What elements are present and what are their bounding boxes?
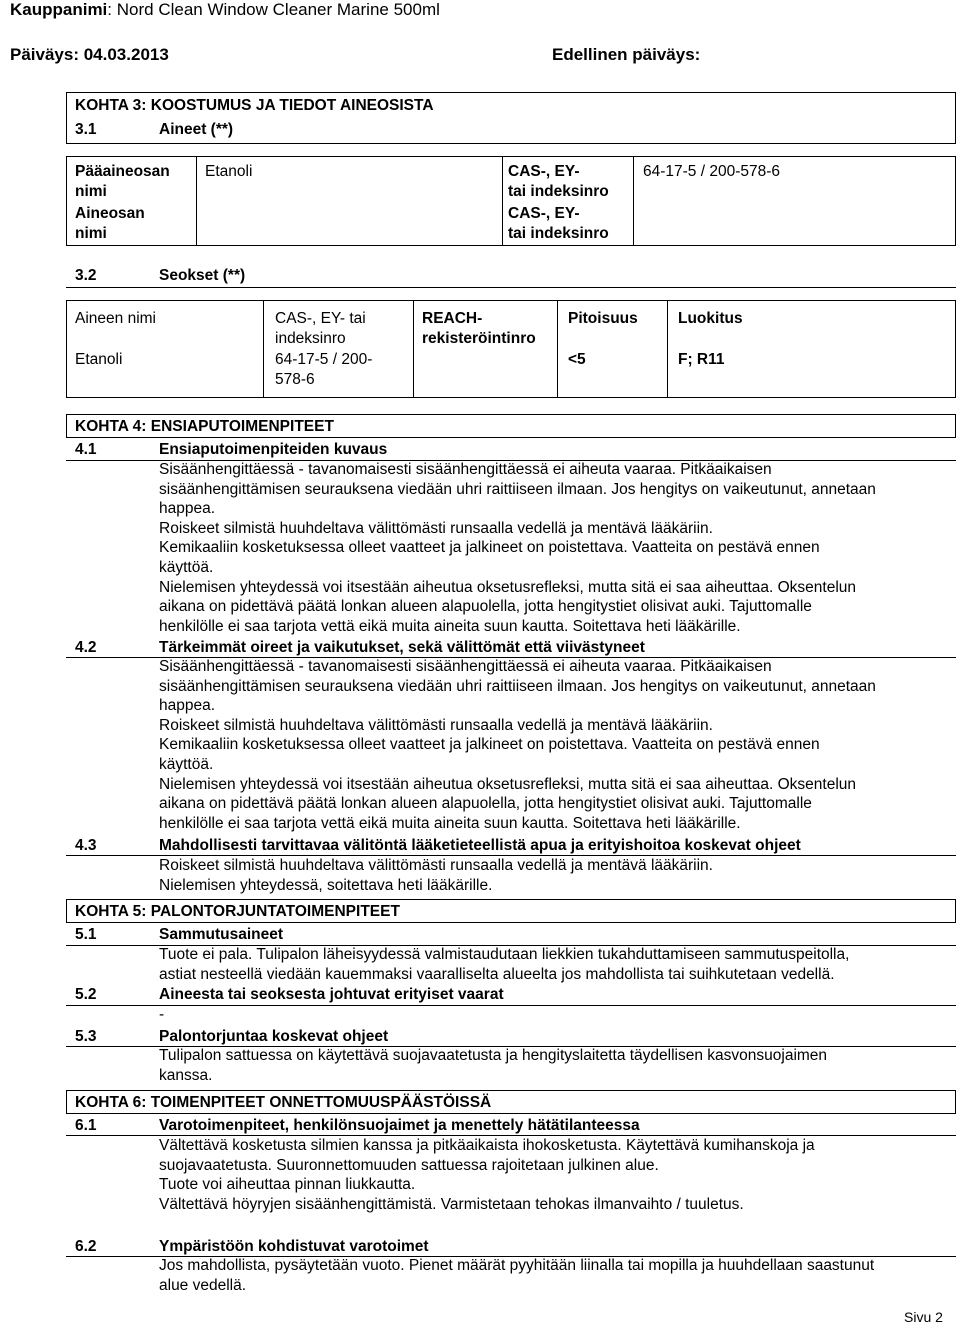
mix-row-concentration: <5 <box>568 351 586 368</box>
mix-header-concentration: Pitoisuus <box>568 310 638 327</box>
subsection-3-1-number: 3.1 <box>75 121 97 138</box>
subsection-4-3-title: Mahdollisesti tarvittavaa välitöntä lääketieteellistä apua ja erityishoitoa koskevat ohjeet <box>159 837 801 854</box>
subsection-4-1-title: Ensiaputoimenpiteiden kuvaus <box>159 441 388 458</box>
section-4-title: KOHTA 4: ENSIAPUTOIMENPITEET <box>75 418 334 435</box>
mix-header-cas: CAS-, EY- tai indeksinro <box>275 310 366 347</box>
subsection-5-1-title: Sammutusaineet <box>159 926 284 943</box>
page-number: Sivu 2 <box>904 1309 943 1325</box>
subsection-5-2-text: - <box>159 1006 165 1023</box>
mix-row-name: Etanoli <box>75 351 123 368</box>
subsection-3-2-title: Seokset (**) <box>159 267 246 284</box>
subsection-5-1-number: 5.1 <box>75 926 97 943</box>
subsection-3-1-title: Aineet (**) <box>159 121 234 138</box>
subsection-4-3-text: Roiskeet silmistä huuhdeltava välittömästi runsaalla vedellä ja mentävä lääkäriin. Nielemisen yhteydessä, soitettava heti lääkärille. <box>159 857 713 894</box>
subsection-4-1-number: 4.1 <box>75 441 97 458</box>
subsection-5-1-text: Tuote ei pala. Tulipalon läheisyydessä valmistaudutaan liekkien tukahduttamiseen sammutuspeitolla, astiat nesteellä viedään kauemmaksi vaaralliselta alueelta jos mahdollista tai suihkutetaan vedellä. <box>159 946 850 983</box>
section-6-title: KOHTA 6: TOIMENPITEET ONNETTOMUUSPÄÄSTÖISSÄ <box>75 1094 492 1111</box>
subsection-5-3-title: Palontorjuntaa koskevat ohjeet <box>159 1028 389 1045</box>
subsection-6-1-number: 6.1 <box>75 1117 97 1134</box>
subsection-6-2-title: Ympäristöön kohdistuvat varotoimet <box>159 1238 429 1255</box>
mix-row-cas: 64-17-5 / 200- 578-6 <box>275 351 373 388</box>
subsection-5-3-text: Tulipalon sattuessa on käytettävä suojavaatetusta ja hengityslaitetta täydellisen kasvonsuojaimen kanssa. <box>159 1047 828 1084</box>
subsection-4-3-number: 4.3 <box>75 837 97 854</box>
subsection-6-2-text: Jos mahdollista, pysäytetään vuoto. Pienet määrät pyyhitään liinalla tai mopilla ja huuhdellaan saastunut alue vedellä. <box>159 1257 875 1294</box>
cas-label-2: CAS-, EY- tai indeksinro <box>508 205 609 242</box>
mix-header-reach: REACH- rekisteröintinro <box>422 310 536 347</box>
subsection-4-2-title: Tärkeimmät oireet ja vaikutukset, sekä välittömät että viivästyneet <box>159 639 645 656</box>
subsection-5-2-title: Aineesta tai seoksesta johtuvat erityiset vaarat <box>159 986 504 1003</box>
subsection-4-2-text: Sisäänhengittäessä - tavanomaisesti sisäänhengittäessä ei aiheuta vaaraa. Pitkäaikaisen sisäänhengittämisen seurauksena viedään uhri raittiiseen ilmaan. Jos hengitys on vaikeutunut, annetaan happea. Roiskeet silmistä huuhdeltava välittömästi runsaalla vedellä ja mentävä lääkäriin. Kemikaaliin kosketuksessa olleet vaatteet ja jalkineet on poistettava. Vaatteita on pestävä ennen käyttöä. Nielemisen yhteydessä voi itsestään aiheutua oksetusrefleksi, mutta sitä ei saa aiheuttaa. Oksentelun aikana on pidettävä päätä lonkan alueen alapuolella, jotta hengitystiet olisivat auki. Tajuttomalle henkilölle ei saa tarjota vettä eikä muita aineita suun kautta. Soitettava heti lääkärille. <box>159 658 876 832</box>
main-ingredient-value: Etanoli <box>205 163 253 180</box>
section-3-title: KOHTA 3: KOOSTUMUS JA TIEDOT AINEOSISTA <box>75 97 434 114</box>
header-previous-date: Edellinen päiväys: <box>552 45 701 64</box>
cas-label-1: CAS-, EY- tai indeksinro <box>508 163 609 200</box>
subsection-6-1-text: Vältettävä kosketusta silmien kanssa ja pitkäaikaista ihokosketusta. Käytettävä kumihanskoja ja suojavaatetusta. Suuronnettomuuden sattuessa rajoitetaan julkinen alue. Tuote voi aiheuttaa pinnan liukkautta. Vältettävä höyryjen sisäänhengittämistä. Varmistetaan tehokas ilmanvaihto / tuuletus. <box>159 1137 815 1213</box>
main-ingredient-label: Pääaineosan nimi <box>75 163 170 200</box>
subsection-5-2-number: 5.2 <box>75 986 97 1003</box>
mix-row-classification: F; R11 <box>678 351 725 368</box>
cas-value: 64-17-5 / 200-578-6 <box>643 163 781 180</box>
subsection-6-1-title: Varotoimenpiteet, henkilönsuojaimet ja menettely hätätilanteessa <box>159 1117 640 1134</box>
subsection-4-1-text: Sisäänhengittäessä - tavanomaisesti sisäänhengittäessä ei aiheuta vaaraa. Pitkäaikaisen sisäänhengittämisen seurauksena viedään uhri raittiiseen ilmaan. Jos hengitys on vaikeutunut, annetaan happea. Roiskeet silmistä huuhdeltava välittömästi runsaalla vedellä ja mentävä lääkäriin. Kemikaaliin kosketuksessa olleet vaatteet ja jalkineet on poistettava. Vaatteita on pestävä ennen käyttöä. Nielemisen yhteydessä voi itsestään aiheutua oksetusrefleksi, mutta sitä ei saa aiheuttaa. Oksentelun aikana on pidettävä päätä lonkan alueen alapuolella, jotta hengitystiet olisivat auki. Tajuttomalle henkilölle ei saa tarjota vettä eikä muita aineita suun kautta. Soitettava heti lääkärille. <box>159 461 876 635</box>
mix-header-name: Aineen nimi <box>75 310 156 327</box>
subsection-5-3-number: 5.3 <box>75 1028 97 1045</box>
header-product: Kauppanimi: Nord Clean Window Cleaner Marine 500ml <box>10 0 440 19</box>
subsection-4-2-number: 4.2 <box>75 639 97 656</box>
section-5-title: KOHTA 5: PALONTORJUNTATOIMENPITEET <box>75 903 400 920</box>
mix-header-classification: Luokitus <box>678 310 743 327</box>
header-date: Päiväys: 04.03.2013 <box>10 45 169 64</box>
subsection-6-2-number: 6.2 <box>75 1238 97 1255</box>
ingredient-label: Aineosan nimi <box>75 205 145 242</box>
subsection-3-2-number: 3.2 <box>75 267 97 284</box>
